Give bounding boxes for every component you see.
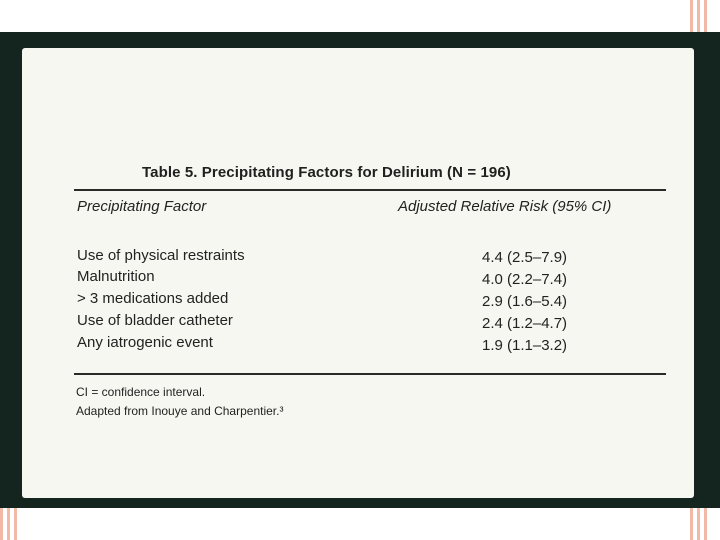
row-risk: 4.4 (2.5–7.9) — [482, 249, 568, 266]
row-factor: Use of bladder catheter — [77, 312, 233, 329]
decor-stripe — [697, 0, 700, 34]
footnote-source: Adapted from Inouye and Charpentier.³ — [76, 404, 284, 418]
table-bottom-rule — [74, 373, 666, 375]
row-factor: > 3 medications added — [77, 290, 229, 307]
decor-stripe — [0, 508, 3, 540]
row-factor: Malnutrition — [77, 268, 155, 285]
row-factor: Use of physical restraints — [77, 247, 245, 264]
table-card — [22, 48, 694, 498]
decor-stripe — [7, 508, 10, 540]
row-factor: Any iatrogenic event — [77, 334, 213, 351]
row-risk: 4.0 (2.2–7.4) — [482, 271, 568, 288]
table-title: Table 5. Precipitating Factors for Delirium (N = 196) — [142, 164, 511, 181]
decor-stripe — [704, 0, 707, 34]
row-risk: 1.9 (1.1–3.2) — [482, 337, 568, 354]
decor-stripe — [704, 508, 707, 540]
column-header-factor: Precipitating Factor — [77, 198, 207, 215]
column-header-risk: Adjusted Relative Risk (95% CI) — [398, 198, 612, 215]
footnote-ci: CI = confidence interval. — [76, 385, 206, 399]
row-risk: 2.4 (1.2–4.7) — [482, 315, 568, 332]
table-top-rule — [74, 189, 666, 191]
decor-stripe — [690, 508, 693, 540]
slide-frame — [0, 32, 720, 508]
decor-stripe — [14, 508, 17, 540]
row-risk: 2.9 (1.6–5.4) — [482, 293, 568, 310]
decor-stripe — [697, 508, 700, 540]
decor-stripe — [690, 0, 693, 34]
